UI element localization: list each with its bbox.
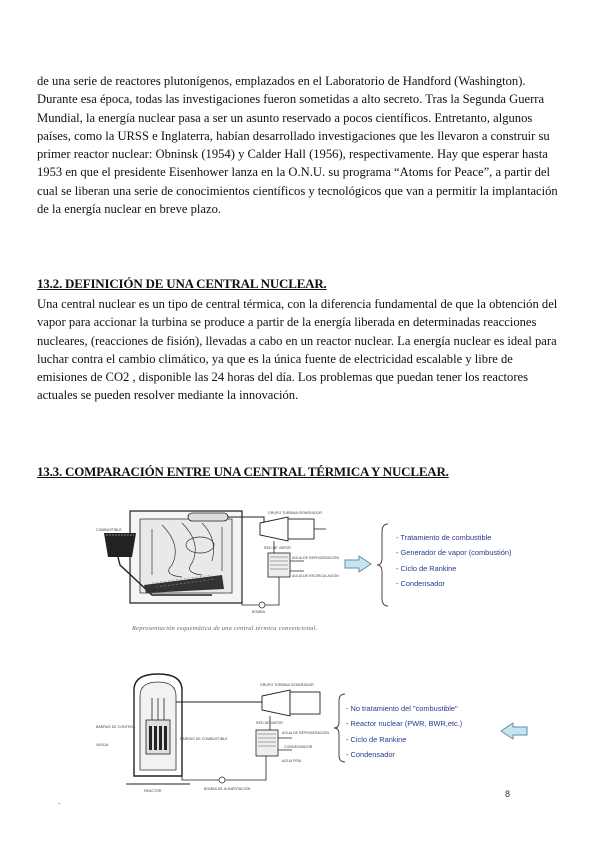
nuclear-plant-diagram [94,668,332,794]
thermal-label: AGUA DE RECIRCULACIÓN [292,574,339,578]
thermal-bullet: - Ciclo de Rankine [396,563,457,573]
thermal-bullet: - Tratamiento de combustible [396,533,492,542]
intro-paragraph: de una serie de reactores plutonígenos, emplazados en el Laboratorio de Handford (Washington). Durante esa época, todas las investigaciones fueron sometidas a alto secreto. Tras la Segunda Guerra Mundial, la energía nuclear pasa a ser un asunto reservado a pocos científicos. Entretanto, algunos países, como la URSS e Inglaterra, habían desarrollado investigaciones que les llevaron a construir su primer reactor nuclear: Obninsk (1954) y Calder Hall (1956), respectivamente. Hay que esperar hasta 1953 en que el presidente Eisenhower lanza en la O.N.U. su programa “Atoms for Peace”, a partir del cual se liberan una serie de conocimientos científicos y tecnológicos que van a permitir la implantación de la energía nuclear en breve plazo. [37,74,558,217]
nuclear-label: RED DE VAPOR [256,721,283,725]
thermal-label: GRUPO TURBINA GENERADOR [268,511,322,515]
brace-icon [376,522,390,608]
section-heading-definicion: 13.2. DEFINICIÓN DE UNA CENTRAL NUCLEAR. [37,276,327,291]
nuclear-label: AGUA DE REFRIGERACIÓN [282,731,329,735]
nuclear-bullet: - Reactor nuclear (PWR, BWR,etc.) [346,719,463,729]
nuclear-label: GRUPO TURBINA GENERADOR [260,683,314,687]
thermal-label: BOMBA [252,610,265,614]
thermal-bullet: - Generador de vapor (combustión) [396,548,512,558]
thermal-label: RED DE VAPOR [264,546,291,550]
nuclear-label: BOMBA DE ALIMENTACIÓN [204,787,251,791]
brace-icon [333,692,347,764]
nuclear-bullet: - Condensador [346,750,395,760]
thermal-figure-caption: Representación esquemática de una central térmica convencional. [132,625,318,632]
nuclear-label: AGUA FRÍA [282,759,302,763]
definicion-paragraph: Una central nuclear es un tipo de central térmica, con la diferencia fundamental de que la obtención del vapor para accionar la turbina se produce a partir de la energía liberada en determinadas reacciones nucleares, (reacciones de fisión), llevadas a cabo en un reactor nuclear. La energía nuclear es ideal para luchar contra el cambio climático, ya que es la única fuente de electricidad escalable y libre de emisiones de CO2 , disponible las 24 horas del día. Los problemas que puedan tener los reactores actuales se pueden resolver mediante la innovación. [37,297,558,403]
arrow-right-icon [344,555,372,573]
nuclear-bullet-list [346,701,462,763]
nuclear-label: CONDENSADOR [284,745,313,749]
thermal-plant-diagram [92,505,340,623]
thermal-bullet: - Condensador [396,579,445,589]
thermal-label: COMBUSTIBLE [96,528,122,532]
arrow-left-icon [500,722,528,740]
nuclear-label: BARRAS DE COMBUSTIBLE [180,737,228,741]
nuclear-bullet: - No tratamiento del "combustible" [346,704,458,713]
page-number: 8 [505,789,511,799]
thermal-label: AGUA DE REFRIGERACIÓN [292,556,339,560]
nuclear-label: BARRAS DE CONTROL [96,725,136,729]
nuclear-label: REACTOR [144,789,162,793]
stray-mark: . [58,796,61,806]
thermal-bullet-list [396,530,511,592]
nuclear-bullet: - Ciclo de Rankine [346,734,407,744]
nuclear-label: VASIJA [96,743,109,747]
section-heading-comparacion: 13.3. COMPARACIÓN ENTRE UNA CENTRAL TÉRMICA Y NUCLEAR. [37,464,449,479]
